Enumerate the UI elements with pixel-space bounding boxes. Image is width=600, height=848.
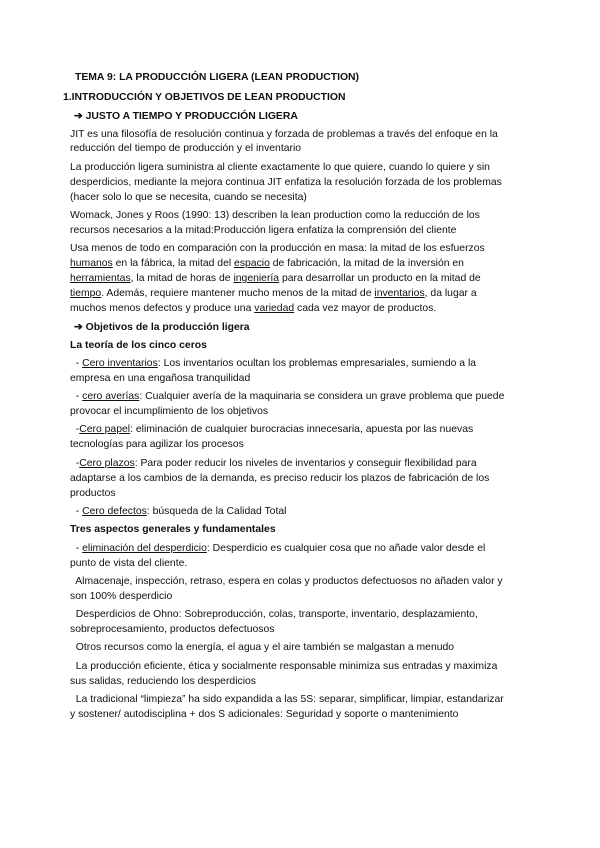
text-run: : Desperdicio es cualquier cosa que no añade valor desde el bbox=[206, 543, 486, 554]
paragraph-line: reducción del tiempo de producción y el inventario bbox=[70, 143, 302, 154]
text-run: - bbox=[70, 391, 83, 402]
underlined-term: Cero defectos bbox=[82, 506, 147, 517]
doc-title: TEMA 9: LA PRODUCCIÓN LIGERA (LEAN PRODUCTION) bbox=[75, 72, 360, 83]
paragraph-line: son 100% desperdicio bbox=[70, 591, 173, 602]
paragraph-line: La producción eficiente, ética y socialmente responsable minimiza sus entradas y maximiza bbox=[70, 661, 498, 672]
text-run: para desarrollar un producto en la mitad de bbox=[279, 273, 481, 284]
paragraph-line: Almacenaje, inspección, retraso, espera en colas y productos defectuosos no añaden valor y bbox=[70, 576, 503, 587]
paragraph-line: recursos necesarios a la mitad:Producción ligera enfatiza la comprensión del cliente bbox=[70, 225, 457, 236]
heading-text: Objetivos de la producción ligera bbox=[85, 322, 250, 333]
list-item bbox=[70, 423, 473, 436]
text-run: : Cualquier avería de la maquinaria se considera un grave problema que puede bbox=[139, 391, 505, 402]
text-run: : eliminación de cualquier burocracias innecesaria, apuesta por las nuevas bbox=[130, 424, 474, 435]
paragraph-line: La producción ligera suministra al cliente exactamente lo que quiere, cuando lo quiere y sin bbox=[70, 162, 490, 173]
paragraph-line: sobreprocesamiento, productos defectuosos bbox=[70, 624, 275, 635]
underlined-term: espacio bbox=[234, 258, 270, 269]
underlined-term: tiempo bbox=[70, 288, 102, 299]
underlined-term: eliminación del desperdicio bbox=[82, 543, 207, 554]
arrow-right-icon: ➔ bbox=[74, 111, 83, 122]
text-run: - bbox=[70, 358, 83, 369]
text-run: cada vez mayor de productos. bbox=[294, 303, 437, 314]
text-run: de fabricación, la mitad de la inversión en bbox=[269, 258, 464, 269]
paragraph-line bbox=[70, 287, 477, 300]
paragraph-line: sus salidas, reduciendo los desperdicios bbox=[70, 676, 256, 687]
underlined-term: Cero plazos bbox=[79, 458, 135, 469]
text-run: . Además, requiere mantener mucho menos de la mitad de bbox=[101, 288, 375, 299]
text-run: : Para poder reducir los niveles de inventarios y conseguir flexibilidad para bbox=[134, 458, 477, 469]
text-run: - bbox=[70, 458, 80, 469]
text-run: : búsqueda de la Calidad Total bbox=[146, 506, 287, 517]
list-item-continuation: provocar el incumplimiento de los objetivos bbox=[70, 406, 269, 417]
paragraph-line: Otros recursos como la energía, el agua y el aire también se malgastan a menudo bbox=[70, 642, 455, 653]
subsection-heading-jit bbox=[74, 110, 298, 123]
heading-cinco-ceros: La teoría de los cinco ceros bbox=[70, 340, 207, 351]
underlined-term: herramientas bbox=[70, 273, 131, 284]
list-item bbox=[70, 505, 286, 518]
paragraph-line: desperdicios, mediante la mejora continua JIT enfatiza la resolución forzada de los problemas bbox=[70, 177, 502, 188]
text-run: , da lugar a bbox=[424, 288, 477, 299]
list-item bbox=[70, 457, 477, 470]
paragraph-line: La tradicional “limpieza” ha sido expandida a las 5S: separar, simplificar, limpiar, estandarizar bbox=[70, 694, 504, 705]
text-run: en la fábrica, la mitad del bbox=[112, 258, 235, 269]
paragraph-line: Desperdicios de Ohno: Sobreproducción, colas, transporte, inventario, desplazamiento, bbox=[70, 609, 478, 620]
list-item-continuation: punto de vista del cliente. bbox=[70, 558, 188, 569]
paragraph-line: y sostener/ autodisciplina + dos S adicionales: Seguridad y soporte o mantenimiento bbox=[70, 709, 459, 720]
text-run: - bbox=[70, 424, 80, 435]
underlined-term: ingeniería bbox=[233, 273, 280, 284]
underlined-term: inventarios bbox=[374, 288, 425, 299]
arrow-right-icon: ➔ bbox=[74, 322, 83, 333]
paragraph-line: (hacer solo lo que se necesita, cuando se necesita) bbox=[70, 192, 307, 203]
text-run: - bbox=[70, 506, 83, 517]
list-item bbox=[70, 542, 485, 555]
underlined-term: cero averías bbox=[82, 391, 140, 402]
list-item bbox=[70, 357, 476, 370]
list-item-continuation: empresa en una engañosa tranquilidad bbox=[70, 373, 251, 384]
underlined-term: Cero inventarios bbox=[82, 358, 158, 369]
heading-text: JUSTO A TIEMPO Y PRODUCCIÓN LIGERA bbox=[85, 111, 298, 122]
paragraph-line bbox=[70, 257, 464, 270]
list-item-continuation: adaptarse a los cambios de la demanda, es preciso reducir los plazos de fabricación de los bbox=[70, 473, 490, 484]
paragraph-line: Womack, Jones y Roos (1990: 13) describen la lean production como la reducción de los bbox=[70, 210, 480, 221]
text-run: , la mitad de horas de bbox=[130, 273, 234, 284]
text-run: - bbox=[70, 543, 83, 554]
underlined-term: Cero papel bbox=[79, 424, 131, 435]
underlined-term: humanos bbox=[70, 258, 113, 269]
section-heading: 1.INTRODUCCIÓN Y OBJETIVOS DE LEAN PRODUCTION bbox=[63, 92, 346, 103]
text-run: : Los inventarios ocultan los problemas empresariales, sumiendo a la bbox=[157, 358, 477, 369]
text-run: muchos menos defectos y produce una bbox=[70, 303, 255, 314]
heading-tres-aspectos: Tres aspectos generales y fundamentales bbox=[70, 524, 276, 535]
list-item-continuation: productos bbox=[70, 488, 116, 499]
subsection-heading-objetivos bbox=[74, 321, 250, 334]
paragraph-line bbox=[70, 302, 436, 315]
paragraph-line: JIT es una filosofía de resolución continua y forzada de problemas a través del enfoque en la bbox=[70, 129, 498, 140]
underlined-term: variedad bbox=[254, 303, 295, 314]
paragraph-line bbox=[70, 272, 481, 285]
list-item-continuation: tecnologías para agilizar los procesos bbox=[70, 439, 244, 450]
list-item bbox=[70, 390, 504, 403]
paragraph-line: Usa menos de todo en comparación con la producción en masa: la mitad de los esfuerzos bbox=[70, 243, 485, 254]
